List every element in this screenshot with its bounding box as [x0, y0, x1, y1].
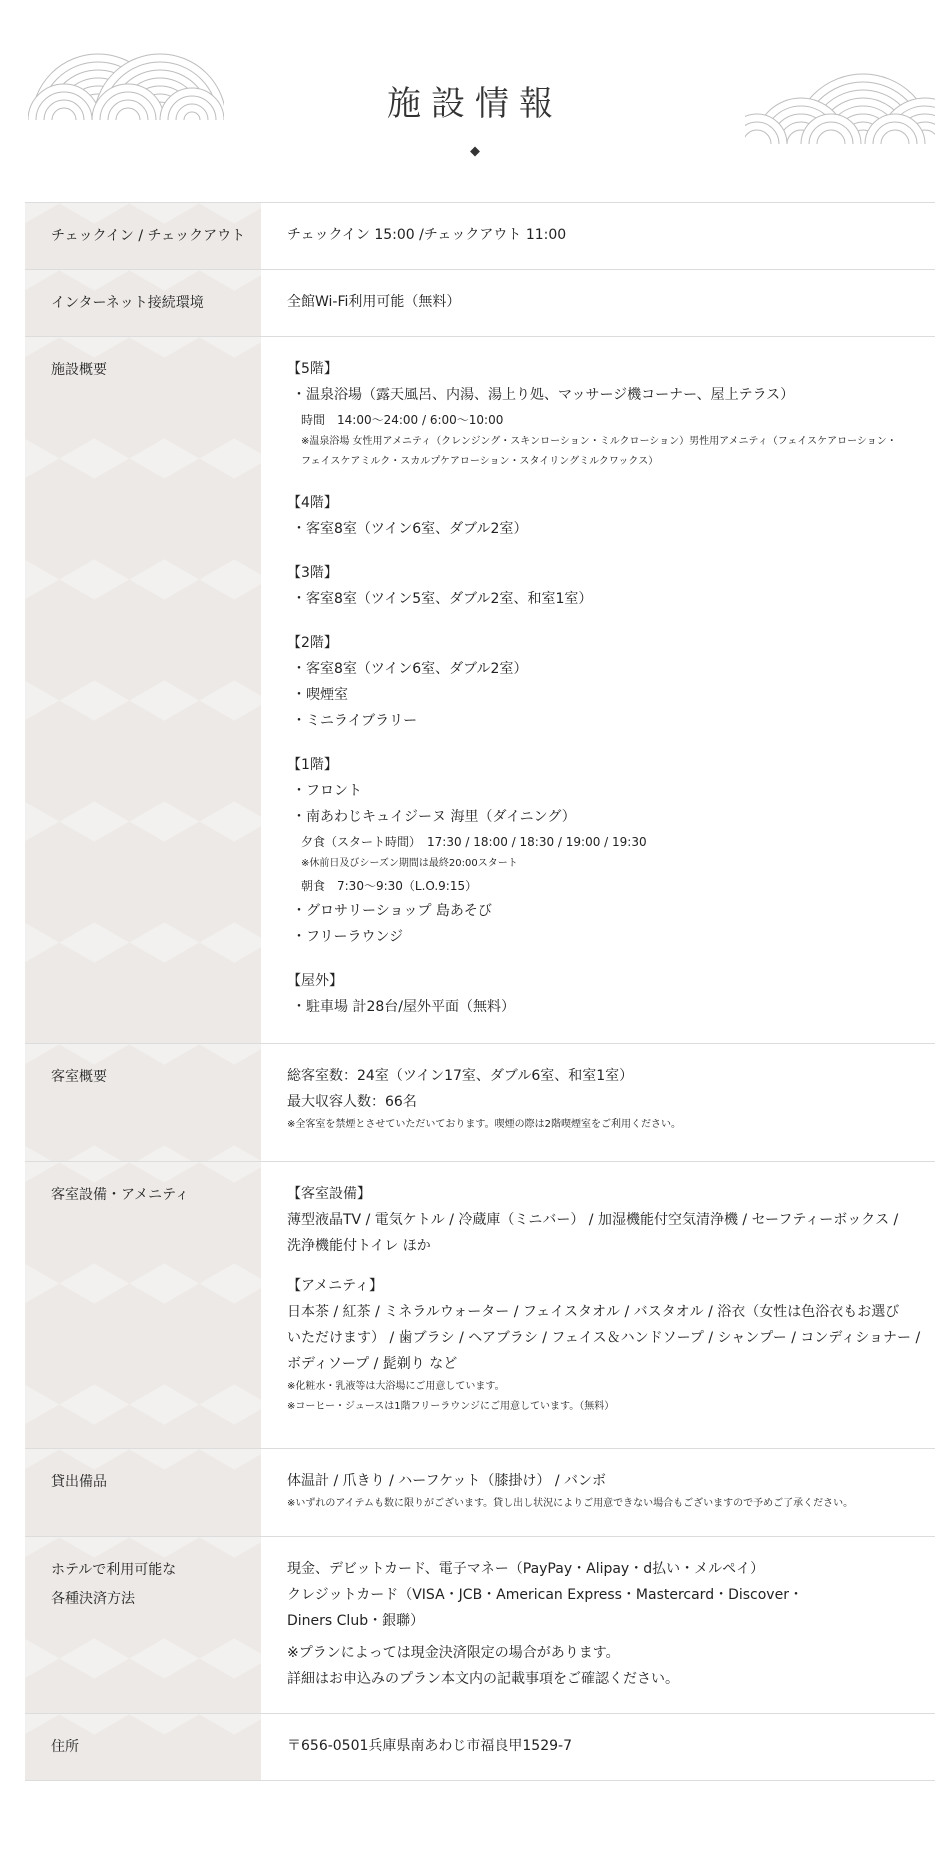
note-text: ※コーヒー・ジュースは1階フリーラウンジにご用意しています。（無料）	[287, 1401, 615, 1412]
payment-label-line: 各種決済方法	[51, 1591, 135, 1607]
page-title: 施設情報	[387, 84, 563, 124]
facility-info-table	[25, 202, 935, 1781]
note-text: ※温泉浴場 女性用アメニティ（クレンジング・スキンローション・ミルクローション）男性用アメニティ（フェイスケアローション・	[301, 436, 897, 447]
table-row-address	[25, 1714, 935, 1781]
list-item: ・温泉浴場（露天風呂、内湯、湯上り処、マッサージ機コーナー、屋上テラス）	[292, 387, 795, 403]
row-label	[25, 1537, 261, 1714]
table-row-facility	[25, 337, 935, 1044]
row-label: インターネット接続環境	[25, 270, 261, 337]
row-label: 貸出備品	[25, 1449, 261, 1537]
list-item: ・ミニライブラリー	[292, 713, 418, 729]
list-item: ・駐車場 計28台/屋外平面（無料）	[292, 999, 515, 1015]
checkin-value: チェックイン 15:00 /チェックアウト 11:00	[287, 227, 567, 243]
rooms-total: 総客室数：24室（ツイン17室、ダブル6室、和室1室）	[287, 1068, 634, 1084]
section-heading: 【アメニティ】	[287, 1278, 384, 1294]
hours-text: 時間 14:00～24:00 / 6:00～10:00	[301, 413, 504, 427]
list-item: ・客室8室（ツイン6室、ダブル2室）	[292, 661, 528, 677]
table-row-rooms	[25, 1044, 935, 1162]
row-label: 施設概要	[25, 337, 261, 1044]
floor-heading: 【5階】	[287, 361, 338, 377]
table-row-payment	[25, 1537, 935, 1714]
note-text: ※化粧水・乳液等は大浴場にご用意しています。	[287, 1381, 505, 1392]
table-row-internet	[25, 270, 935, 337]
internet-value: 全館Wi-Fi利用可能（無料）	[287, 294, 461, 310]
hours-text: 夕食（スタート時間） 17:30 / 18:00 / 18:30 / 19:00 / 19:30	[301, 835, 647, 849]
rental-items: 体温計 / 爪きり / ハーフケット（膝掛け） / バンボ	[287, 1473, 607, 1489]
list-item: ・フリーラウンジ	[292, 929, 404, 945]
amenity-text: ボディソープ / 髭剃り など	[287, 1356, 458, 1372]
row-label: 客室設備・アメニティ	[25, 1162, 261, 1449]
note-text: ※いずれのアイテムも数に限りがございます。貸し出し状況によりご用意できない場合もございますので予めご了承ください。	[287, 1498, 854, 1509]
section-heading: 【客室設備】	[287, 1186, 371, 1202]
payment-note: ※プランによっては現金決済限定の場合があります。	[287, 1645, 620, 1661]
list-item: ・南あわじキュイジーヌ 海里（ダイニング）	[292, 809, 576, 825]
table-row-rental	[25, 1449, 935, 1537]
payment-text: Diners Club・銀聯）	[287, 1613, 425, 1629]
payment-text: クレジットカード（VISA・JCB・American Express・Mastercard・Discover・	[287, 1587, 803, 1603]
equipment-text: 洗浄機能付トイレ ほか	[287, 1238, 431, 1254]
hours-text: 朝食 7:30～9:30（L.O.9:15）	[301, 879, 478, 893]
list-item: ・客室8室（ツイン6室、ダブル2室）	[292, 521, 528, 537]
amenity-text: いただけます） / 歯ブラシ / ヘアブラシ / フェイス＆ハンドソープ / シャンプー / コンディショナー /	[287, 1330, 921, 1346]
amenity-text: 日本茶 / 紅茶 / ミネラルウォーター / フェイスタオル / バスタオル / 浴衣（女性は色浴衣もお選び	[287, 1304, 900, 1320]
floor-heading: 【屋外】	[287, 973, 343, 989]
note-text: ※休前日及びシーズン期間は最終20:00スタート	[301, 858, 518, 869]
row-label: チェックイン / チェックアウト	[25, 203, 261, 270]
floor-heading: 【2階】	[287, 635, 338, 651]
payment-text: 現金、デビットカード、電子マネー（PayPay・Alipay・d払い・メルペイ）	[287, 1561, 765, 1577]
payment-label-line: ホテルで利用可能な	[51, 1562, 177, 1578]
floor-heading: 【1階】	[287, 757, 338, 773]
rooms-capacity: 最大収容人数：66名	[287, 1094, 417, 1110]
note-text: ※全客室を禁煙とさせていただいております。喫煙の際は2階喫煙室をご利用ください。	[287, 1119, 681, 1130]
list-item: ・客室8室（ツイン5室、ダブル2室、和室1室）	[292, 591, 593, 607]
table-row-checkin	[25, 203, 935, 270]
address-value: 〒656-0501兵庫県南あわじ市福良甲1529-7	[287, 1738, 572, 1754]
diamond-ornament	[470, 147, 480, 157]
payment-note: 詳細はお申込みのプラン本文内の記載事項をご確認ください。	[287, 1671, 679, 1687]
row-label: 客室概要	[25, 1044, 261, 1162]
note-text: フェイスケアミルク・スカルプケアローション・スタイリングミルクワックス）	[301, 456, 659, 467]
list-item: ・グロサリーショップ 島あそび	[292, 903, 492, 919]
equipment-text: 薄型液晶TV / 電気ケトル / 冷蔵庫（ミニバー） / 加湿機能付空気清浄機 / セーフティーボックス /	[287, 1212, 899, 1228]
list-item: ・喫煙室	[292, 687, 348, 703]
floor-heading: 【4階】	[287, 495, 338, 511]
table-row-amenity	[25, 1162, 935, 1449]
list-item: ・フロント	[292, 783, 362, 799]
floor-heading: 【3階】	[287, 565, 338, 581]
row-label: 住所	[25, 1714, 261, 1781]
